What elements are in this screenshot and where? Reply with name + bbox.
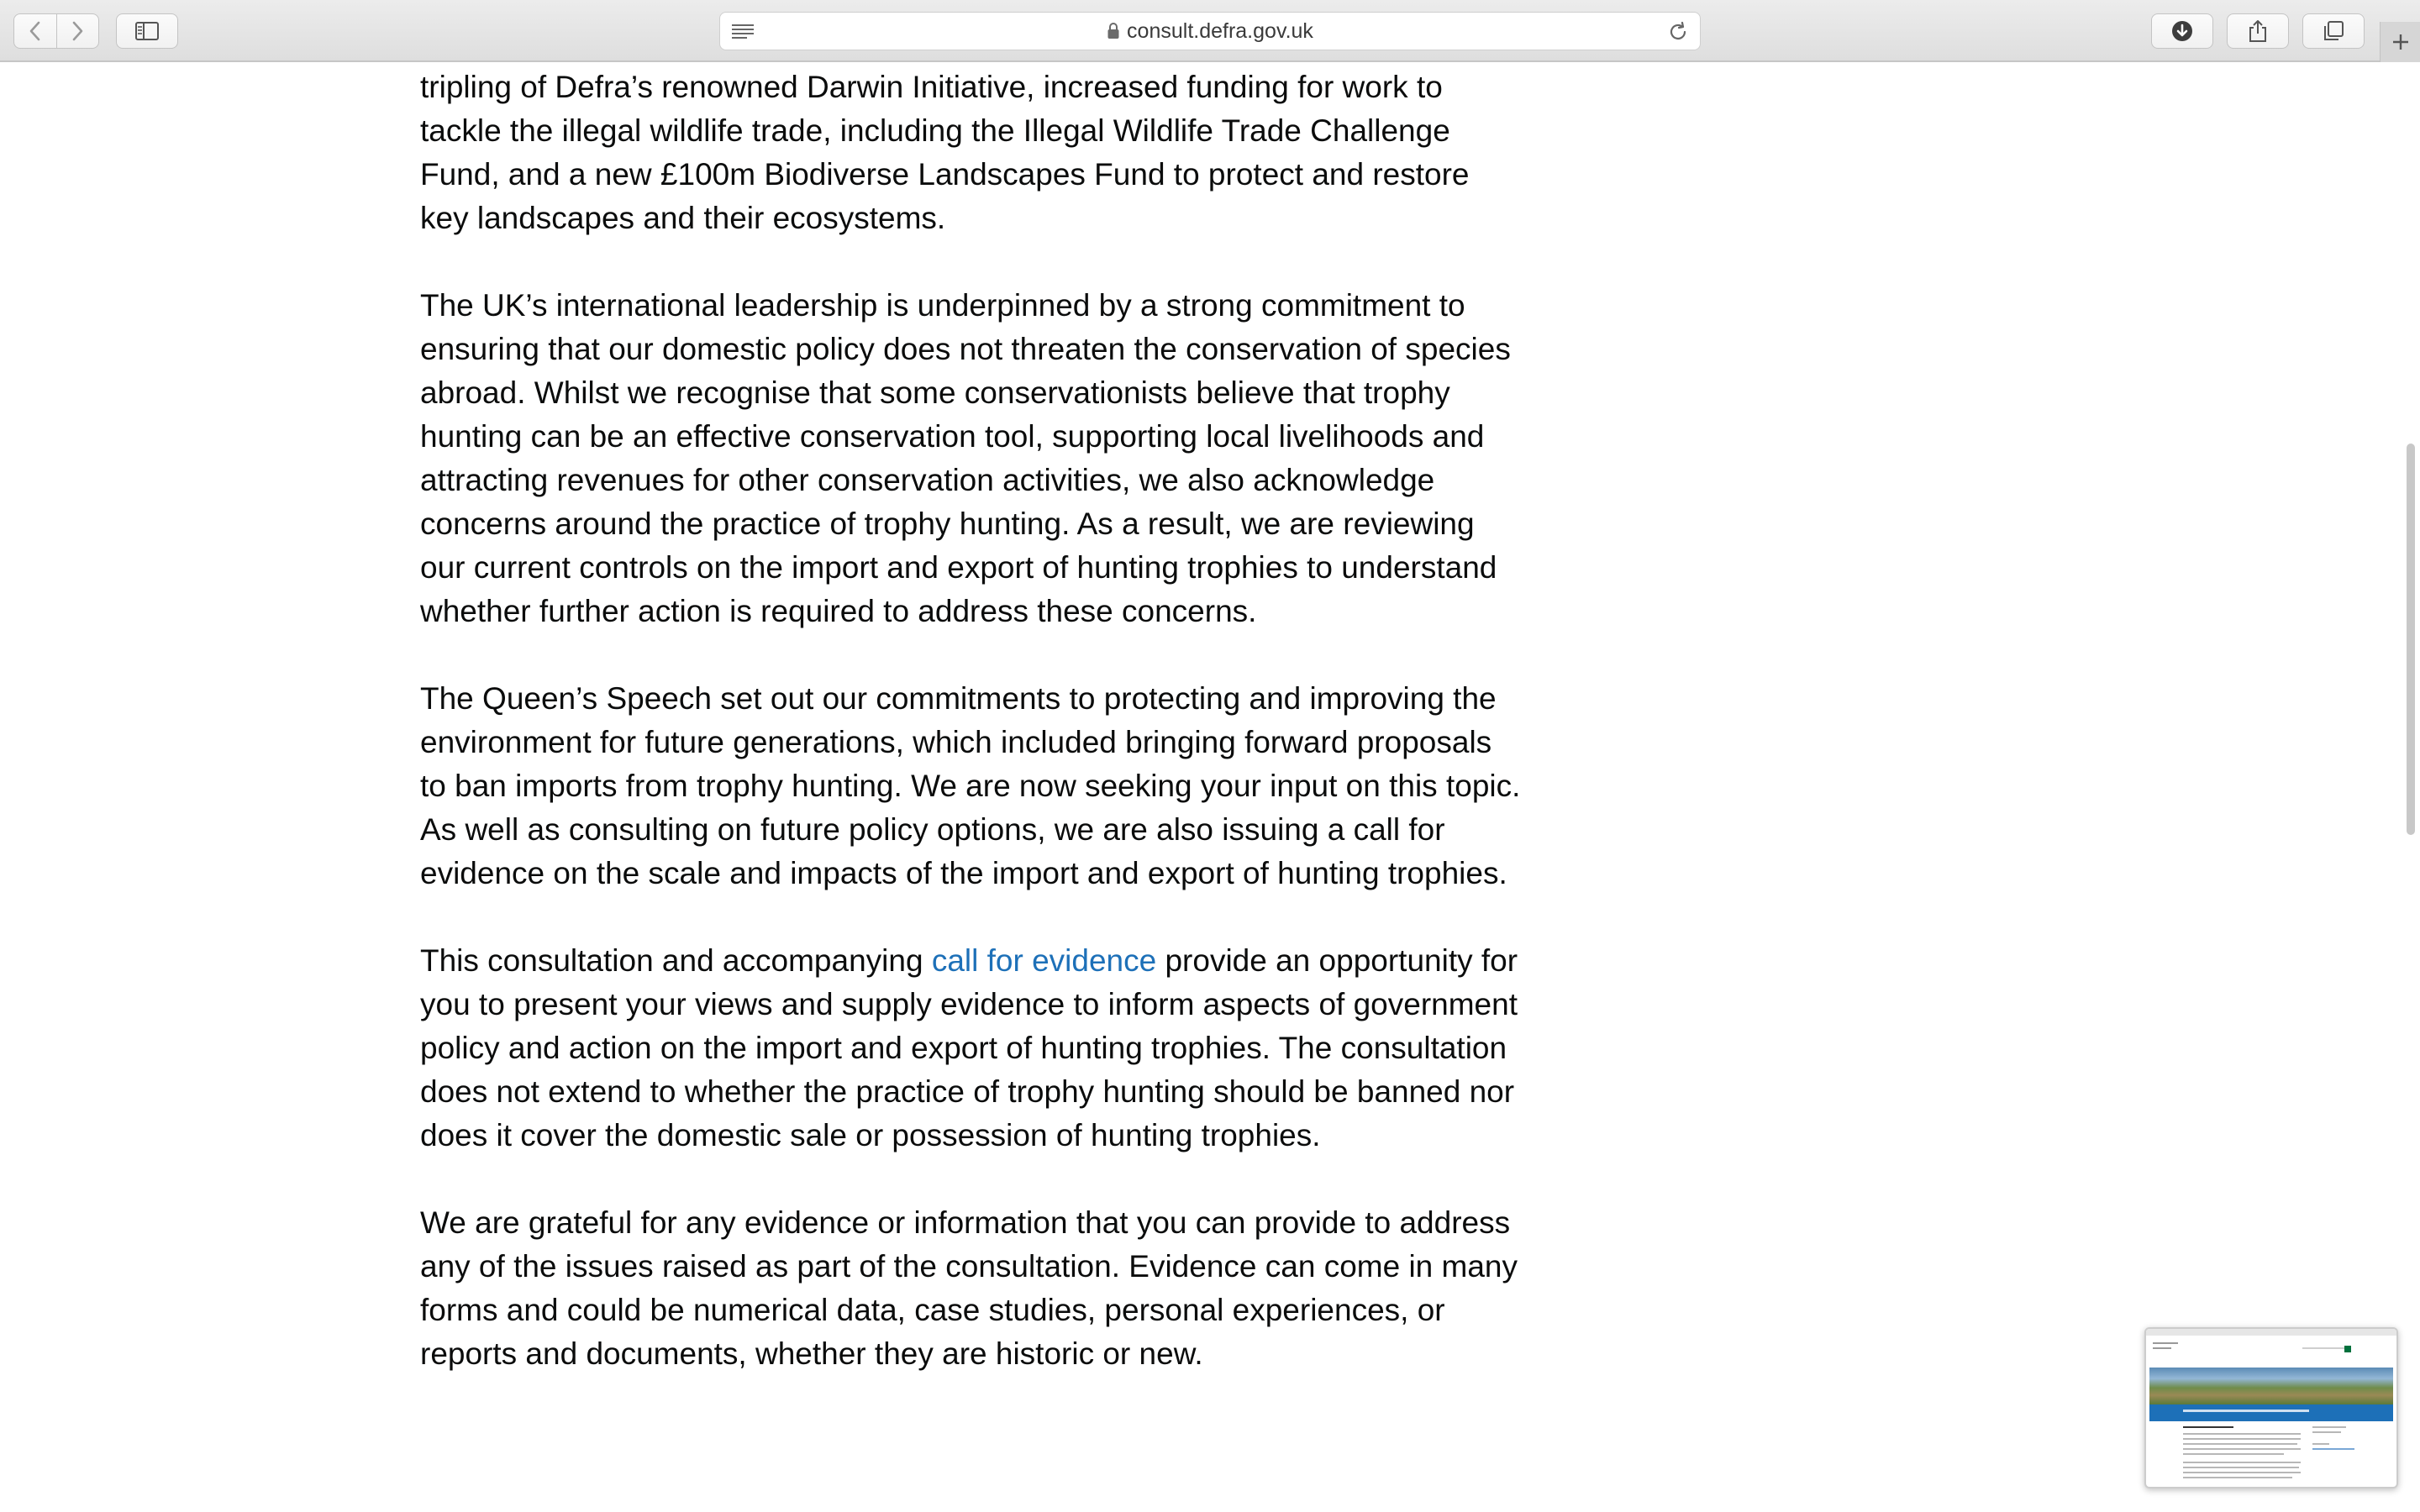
thumbnail-sidebar-line [2312, 1431, 2341, 1433]
call-for-evidence-link[interactable]: call for evidence [931, 943, 1157, 978]
chevron-left-icon [27, 20, 44, 42]
thumbnail-toolbar [2146, 1329, 2396, 1336]
back-button[interactable] [14, 14, 56, 48]
thumbnail-heading-line [2183, 1426, 2233, 1428]
tab-overview-icon [2322, 19, 2345, 43]
paragraph-queens-speech: The Queen’s Speech set out our commitments to protecting and improving the environment for future generations, which included bringing forward proposals to ban imports from trophy hunting. We are now seeking your input on this topic. As well as consulting on future policy options, we are also issuing a call for evidence on the scale and impacts of the import and export of hunting trophies. [420, 681, 1521, 890]
new-tab-button[interactable] [2380, 22, 2420, 62]
paragraph-text-after-link: provide an opportunity for you to present your views and supply evidence to inform aspects of government policy and action on the import and export of hunting trophies. The consultation does not extend to whether the practice of trophy hunting should be banned nor does it cover the domestic sale or possession of hunting trophies. [420, 943, 1518, 1152]
tab-overview-button[interactable] [2302, 13, 2365, 49]
thumbnail-title-line [2183, 1410, 2309, 1412]
paragraph-consultation-scope [420, 939, 1521, 1158]
browser-toolbar [0, 0, 2420, 62]
paragraph-text-before-link: This consultation and accompanying [420, 943, 932, 978]
thumbnail-text-line [2183, 1438, 2301, 1440]
sidebar-button[interactable] [116, 13, 178, 49]
download-icon [2170, 19, 2194, 43]
chevron-right-icon [69, 20, 86, 42]
thumbnail-text-line [2183, 1443, 2297, 1445]
lock-icon [1107, 22, 1120, 40]
thumbnail-text-line [2183, 1467, 2299, 1468]
downloads-button[interactable] [2151, 13, 2213, 49]
thumbnail-text-line [2183, 1433, 2301, 1435]
paragraph-evidence: We are grateful for any evidence or information that you can provide to address any of the issues raised as part of the consultation. Evidence can come in many forms and could be numerical data, case studies, personal experiences, or reports and documents, whether they are historic or new. [420, 1205, 1518, 1371]
thumbnail-sidebar-line [2312, 1426, 2346, 1428]
reload-icon[interactable] [1666, 20, 1690, 48]
navigation-buttons [13, 13, 99, 49]
page-scrollbar[interactable] [2407, 444, 2415, 835]
thumbnail-text-line [2183, 1462, 2301, 1463]
paragraph-international-leadership: The UK’s international leadership is underpinned by a strong commitment to ensuring that our domestic policy does not threaten the conservation of species abroad. Whilst we recognise that some conservationists believe that trophy hunting can be an effective conservation tool, supporting local livelihoods and attracting revenues for other conservation activities, we also acknowledge concerns around the practice of trophy hunting. As a result, we are reviewing our current controls on the import and export of hunting trophies to understand whether further action is required to address these concerns. [420, 288, 1511, 628]
paragraph-funding: tripling of Defra’s renowned Darwin Initiative, increased funding for work to tackle the illegal wildlife trade, including the Illegal Wildlife Trade Challenge Fund, and a new £100m Biodiverse Landscapes Fund to protect and restore key landscapes and their ecosystems. [420, 70, 1470, 235]
thumbnail-sidebar-link [2312, 1448, 2354, 1450]
page-thumbnail-preview[interactable] [2144, 1327, 2398, 1488]
forward-button[interactable] [56, 14, 99, 48]
thumbnail-text-line [2183, 1448, 2301, 1450]
thumbnail-title-band [2149, 1404, 2393, 1421]
thumbnail-sidebar-line [2312, 1443, 2329, 1445]
sidebar-icon [134, 21, 160, 41]
share-button[interactable] [2227, 13, 2289, 49]
thumbnail-text-line [2183, 1472, 2301, 1473]
address-bar[interactable] [719, 12, 1701, 50]
thumbnail-search-button [2344, 1346, 2351, 1352]
thumbnail-text-line [2183, 1453, 2284, 1455]
article-body [420, 66, 1521, 1420]
url-display [720, 13, 1700, 50]
url-text: consult.defra.gov.uk [1127, 18, 1313, 43]
thumbnail-text-line [2183, 1477, 2292, 1478]
plus-icon [2391, 32, 2411, 52]
thumbnail-landscape-image [2149, 1368, 2393, 1404]
share-icon [2247, 18, 2269, 44]
